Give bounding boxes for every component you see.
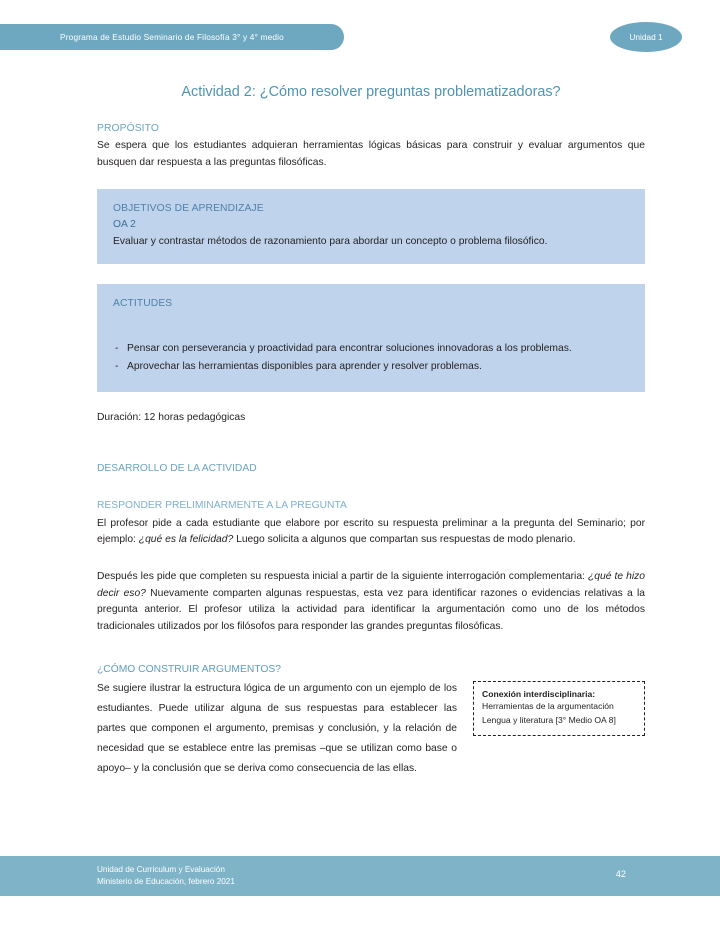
footer-credit <box>97 864 235 888</box>
construir-block <box>97 679 645 779</box>
actitudes-list <box>113 340 629 375</box>
conexion-line-1: Herramientas de la argumentación <box>482 701 614 712</box>
conexion-title: Conexión interdisciplinaria: <box>482 688 596 699</box>
responder-paragraph-1 <box>97 516 645 549</box>
page-number: 42 <box>615 869 626 879</box>
paragraph-segment: El profesor pide a cada estudiante que elabore por escrito su respuesta preliminar a la pregunta del Seminario; por ejemplo: <box>97 517 645 546</box>
actitudes-heading: ACTITUDES <box>113 298 173 310</box>
section-heading-responder: RESPONDER PRELIMINARMENTE A LA PREGUNTA <box>97 499 347 511</box>
section-heading-desarrollo: DESARROLLO DE LA ACTIVIDAD <box>97 462 257 474</box>
objetivos-code: OA 2 <box>113 219 136 231</box>
proposito-text: Se espera que los estudiantes adquieran herramientas lógicas básicas para construir y evaluar argumentos que busquen dar respuesta a las preguntas filosóficas. <box>97 140 645 168</box>
objetivos-text: Evaluar y contrastar métodos de razonamiento para abordar un concepto o problema filosófico. <box>113 236 548 248</box>
paragraph-emphasis: ¿qué te hizo decir eso? <box>97 570 646 599</box>
list-item: - Pensar con perseverancia y proactividad para encontrar soluciones innovadoras a los problemas. <box>113 340 629 358</box>
page-content <box>97 0 645 779</box>
footer-line-1: Unidad de Curriculum y Evaluación <box>97 865 225 874</box>
section-heading-proposito: PROPÓSITO <box>97 123 159 134</box>
header-banner-label: Programa de Estudio Seminario de Filosofía 3° y 4° medio <box>60 32 284 42</box>
construir-paragraph: Se sugiere ilustrar la estructura lógica de un argumento con un ejemplo de los estudiantes. Puede utilizar alguna de sus respuestas para establecer las partes que componen el argumento, premisas y conclusión, y la relación de necesidad que se establece entre las premisas –que se utilizan como base o apoyo– y la conclusión que se deriva como consecuencia de las ellas. <box>97 682 457 774</box>
page-footer <box>0 856 720 896</box>
section-heading-construir: ¿CÓMO CONSTRUIR ARGUMENTOS? <box>97 663 282 675</box>
conexion-line-2: Lengua y literatura [3° Medio OA 8] <box>482 715 616 726</box>
responder-paragraph-2 <box>97 569 645 636</box>
paragraph-segment: Luego solicita a algunos que compartan sus respuestas de modo plenario. <box>233 534 576 546</box>
paragraph-segment: Después les pide que completen su respuesta inicial a partir de la siguiente interrogación complementaria: <box>97 570 588 582</box>
actitudes-box <box>97 284 645 391</box>
footer-line-2: Ministerio de Educación, febrero 2021 <box>97 876 235 886</box>
list-item: - Aprovechar las herramientas disponibles para aprender y resolver problemas. <box>113 358 629 376</box>
objetivos-heading: OBJETIVOS DE APRENDIZAJE <box>113 203 264 215</box>
page-title: Actividad 2: ¿Cómo resolver preguntas problematizadoras? <box>181 84 561 100</box>
paragraph-emphasis: ¿qué es la felicidad? <box>138 534 234 546</box>
paragraph-segment: Nuevamente comparten algunas respuestas, esta vez para identificar razones o evidencias relativas a la pregunta anterior. El profesor utiliza la actividad para identificar la argumentación como uno de los métodos tradicionales utilizados por los filósofos para responder las grandes preguntas filosóficas. <box>97 587 646 632</box>
objetivos-box <box>97 189 645 264</box>
duracion-text: Duración: 12 horas pedagógicas <box>97 411 246 423</box>
unit-badge-label: Unidad 1 <box>629 32 663 42</box>
conexion-interdisciplinaria-box <box>473 681 645 736</box>
